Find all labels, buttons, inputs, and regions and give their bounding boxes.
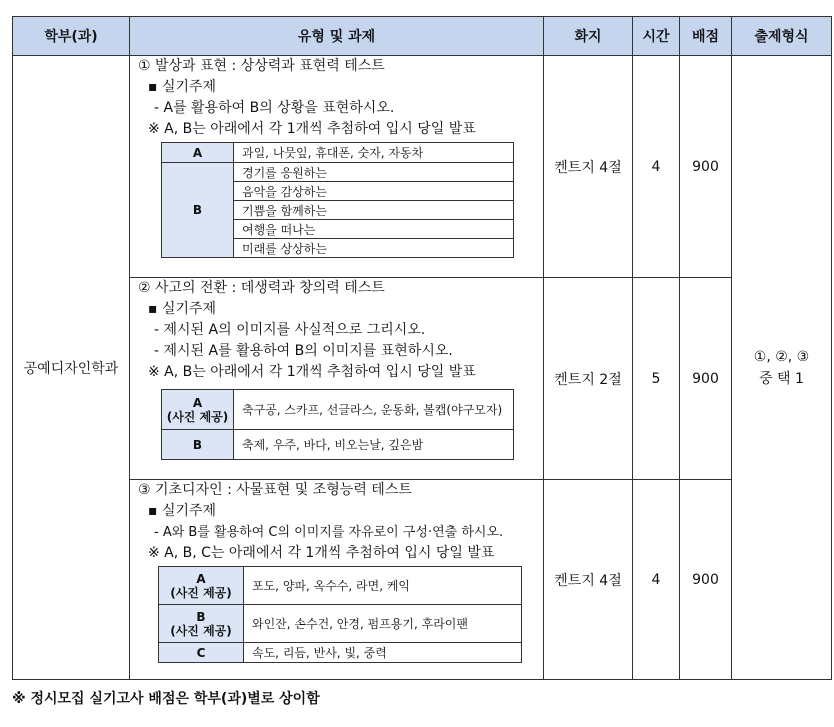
option-value: 축구공, 스카프, 선글라스, 운동화, 볼캡(야구모자) bbox=[234, 390, 514, 430]
task-note: ※ A, B는 아래에서 각 1개씩 추첨하여 입시 당일 발표 bbox=[148, 364, 476, 380]
task-instruction: - 제시된 A의 이미지를 사실적으로 그리시오. bbox=[154, 322, 426, 338]
option-key-caption: (사진 제공) bbox=[170, 585, 232, 600]
task-subject: ▪ 실기주제 bbox=[148, 79, 217, 95]
task-cell bbox=[130, 480, 544, 680]
task-instruction: - A를 활용하여 B의 상황을 표현하시오. bbox=[154, 100, 395, 116]
option-value: 미래를 상상하는 bbox=[234, 239, 514, 258]
table-row bbox=[13, 278, 832, 480]
task-title: ① 발상과 표현 : 상상력과 표현력 테스트 bbox=[138, 58, 385, 74]
table-row bbox=[13, 480, 832, 680]
option-key-caption: (사진 제공) bbox=[170, 623, 232, 638]
format-line-2: 중 택 1 bbox=[759, 370, 804, 387]
option-value: 여행을 떠나는 bbox=[234, 220, 514, 239]
footnote: ※ 정시모집 실기고사 배점은 학부(과)별로 상이함 bbox=[12, 691, 320, 707]
header-paper: 화지 bbox=[544, 17, 633, 56]
option-value: 포도, 양파, 옥수수, 라면, 케익 bbox=[244, 567, 522, 605]
task-note: ※ A, B는 아래에서 각 1개씩 추첨하여 입시 당일 발표 bbox=[148, 121, 476, 137]
format-line-1: ①, ②, ③ bbox=[753, 348, 810, 365]
option-value: 과일, 나뭇잎, 휴대폰, 숫자, 자동차 bbox=[234, 143, 514, 163]
task-instruction: - 제시된 A를 활용하여 B의 이미지를 표현하시오. bbox=[154, 343, 453, 359]
exam-table bbox=[12, 16, 832, 680]
option-value: 음악을 감상하는 bbox=[234, 182, 514, 201]
score-cell: 900 bbox=[680, 278, 732, 480]
task-cell bbox=[130, 56, 544, 278]
option-value: 기쁨을 함께하는 bbox=[234, 201, 514, 220]
option-value: 축제, 우주, 바다, 비오는날, 깊은밤 bbox=[234, 430, 514, 460]
option-value: 와인잔, 손수건, 안경, 펌프용기, 후라이팬 bbox=[244, 605, 522, 643]
table-row bbox=[13, 56, 832, 278]
score-cell: 900 bbox=[680, 480, 732, 680]
option-key: A bbox=[162, 143, 234, 163]
option-key bbox=[159, 567, 244, 605]
header-score: 배점 bbox=[680, 17, 732, 56]
time-cell: 5 bbox=[633, 278, 680, 480]
time-cell: 4 bbox=[633, 56, 680, 278]
option-table bbox=[158, 566, 522, 663]
option-key: B bbox=[162, 163, 234, 258]
header-format: 출제형식 bbox=[732, 17, 832, 56]
task-subject: ▪ 실기주제 bbox=[148, 503, 217, 519]
option-key: C bbox=[159, 643, 244, 663]
format-cell bbox=[732, 56, 832, 680]
task-subject: ▪ 실기주제 bbox=[148, 301, 217, 317]
option-key bbox=[159, 605, 244, 643]
department-cell: 공예디자인학과 bbox=[13, 56, 130, 680]
task-note: ※ A, B, C는 아래에서 각 1개씩 추첨하여 입시 당일 발표 bbox=[148, 545, 495, 561]
option-table bbox=[161, 389, 514, 460]
task-title: ② 사고의 전환 : 데생력과 창의력 테스트 bbox=[138, 280, 385, 296]
option-value: 속도, 리듬, 반사, 빛, 중력 bbox=[244, 643, 522, 663]
option-value: 경기를 응원하는 bbox=[234, 163, 514, 182]
option-table bbox=[161, 142, 514, 258]
header-time: 시간 bbox=[633, 17, 680, 56]
paper-cell: 켄트지 4절 bbox=[544, 56, 633, 278]
score-cell: 900 bbox=[680, 56, 732, 278]
option-key-letter: A bbox=[196, 571, 206, 586]
option-key bbox=[162, 390, 234, 430]
paper-cell: 켄트지 2절 bbox=[544, 278, 633, 480]
task-cell bbox=[130, 278, 544, 480]
task-title: ③ 기초디자인 : 사물표현 및 조형능력 테스트 bbox=[138, 482, 412, 498]
task-instruction: - A와 B를 활용하여 C의 이미지를 자유로이 구성·연출 하시오. bbox=[154, 525, 504, 540]
time-cell: 4 bbox=[633, 480, 680, 680]
option-key-letter: B bbox=[196, 609, 206, 624]
paper-cell: 켄트지 4절 bbox=[544, 480, 633, 680]
option-key-caption: (사진 제공) bbox=[166, 409, 229, 424]
header-dept: 학부(과) bbox=[13, 17, 130, 56]
option-key-letter: A bbox=[192, 395, 203, 410]
header-type-task: 유형 및 과제 bbox=[130, 17, 544, 56]
header-row bbox=[13, 17, 832, 56]
option-key: B bbox=[162, 430, 234, 460]
